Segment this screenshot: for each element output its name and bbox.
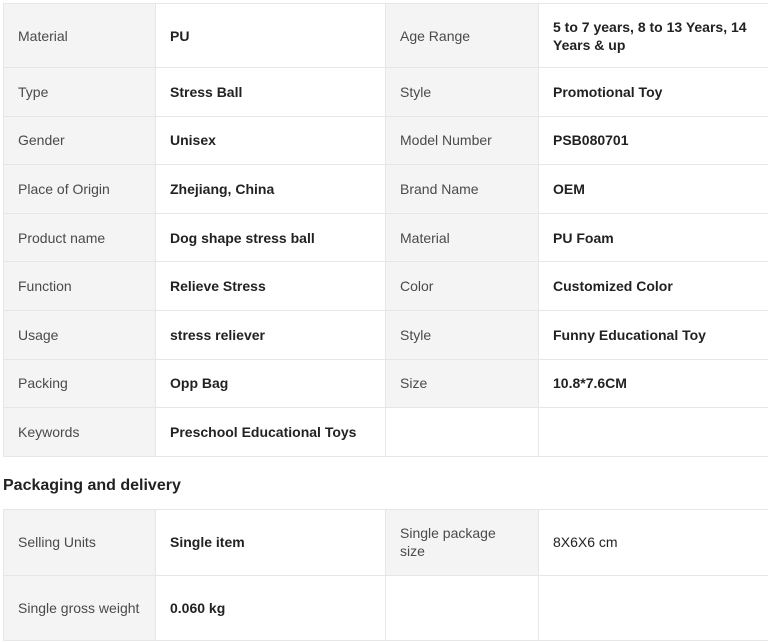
attribute-label: Age Range [386, 4, 539, 68]
table-row [4, 408, 768, 457]
empty-cell [386, 408, 539, 457]
attribute-value: Relieve Stress [156, 262, 386, 311]
attribute-value: Preschool Educational Toys [156, 408, 386, 457]
attribute-label: Material [386, 213, 539, 262]
empty-cell [386, 575, 539, 641]
attribute-value: 8X6X6 cm [539, 510, 768, 576]
table-row [4, 575, 768, 641]
attribute-label: Single gross weight [4, 575, 156, 641]
attribute-label: Style [386, 68, 539, 117]
attribute-label: Place of Origin [4, 165, 156, 214]
attribute-label: Color [386, 262, 539, 311]
attribute-label: Gender [4, 116, 156, 165]
attribute-value: Customized Color [539, 262, 768, 311]
attribute-value: stress reliever [156, 310, 386, 359]
attribute-value: 5 to 7 years, 8 to 13 Years, 14 Years & up [539, 4, 768, 68]
attribute-value: PU Foam [539, 213, 768, 262]
attribute-label: Selling Units [4, 510, 156, 576]
attribute-value: Single item [156, 510, 386, 576]
table-row [4, 510, 768, 576]
attribute-value: 0.060 kg [156, 575, 386, 641]
table-row [4, 262, 768, 311]
empty-cell [539, 575, 768, 641]
table-row [4, 310, 768, 359]
attribute-value: Opp Bag [156, 359, 386, 408]
attribute-label: Usage [4, 310, 156, 359]
attribute-value: Zhejiang, China [156, 165, 386, 214]
packaging-heading: Packaging and delivery [3, 477, 181, 494]
packaging-table [3, 509, 768, 641]
attribute-value: Stress Ball [156, 68, 386, 117]
attribute-value: OEM [539, 165, 768, 214]
attribute-value: 10.8*7.6CM [539, 359, 768, 408]
table-row [4, 68, 768, 117]
table-row [4, 165, 768, 214]
attribute-value: PU [156, 4, 386, 68]
empty-cell [539, 408, 768, 457]
attribute-label: Material [4, 4, 156, 68]
attribute-label: Single package size [386, 510, 539, 576]
attribute-label: Style [386, 310, 539, 359]
attribute-label: Product name [4, 213, 156, 262]
attribute-value: Promotional Toy [539, 68, 768, 117]
attribute-label: Keywords [4, 408, 156, 457]
table-row [4, 359, 768, 408]
attribute-label: Function [4, 262, 156, 311]
attribute-value: Funny Educational Toy [539, 310, 768, 359]
attribute-label: Brand Name [386, 165, 539, 214]
attribute-label: Model Number [386, 116, 539, 165]
table-row [4, 213, 768, 262]
attribute-label: Size [386, 359, 539, 408]
attribute-value: Unisex [156, 116, 386, 165]
attribute-value: PSB080701 [539, 116, 768, 165]
table-row [4, 4, 768, 68]
attribute-label: Packing [4, 359, 156, 408]
attribute-label: Type [4, 68, 156, 117]
product-attributes-table [3, 3, 768, 457]
table-row [4, 116, 768, 165]
attribute-value: Dog shape stress ball [156, 213, 386, 262]
